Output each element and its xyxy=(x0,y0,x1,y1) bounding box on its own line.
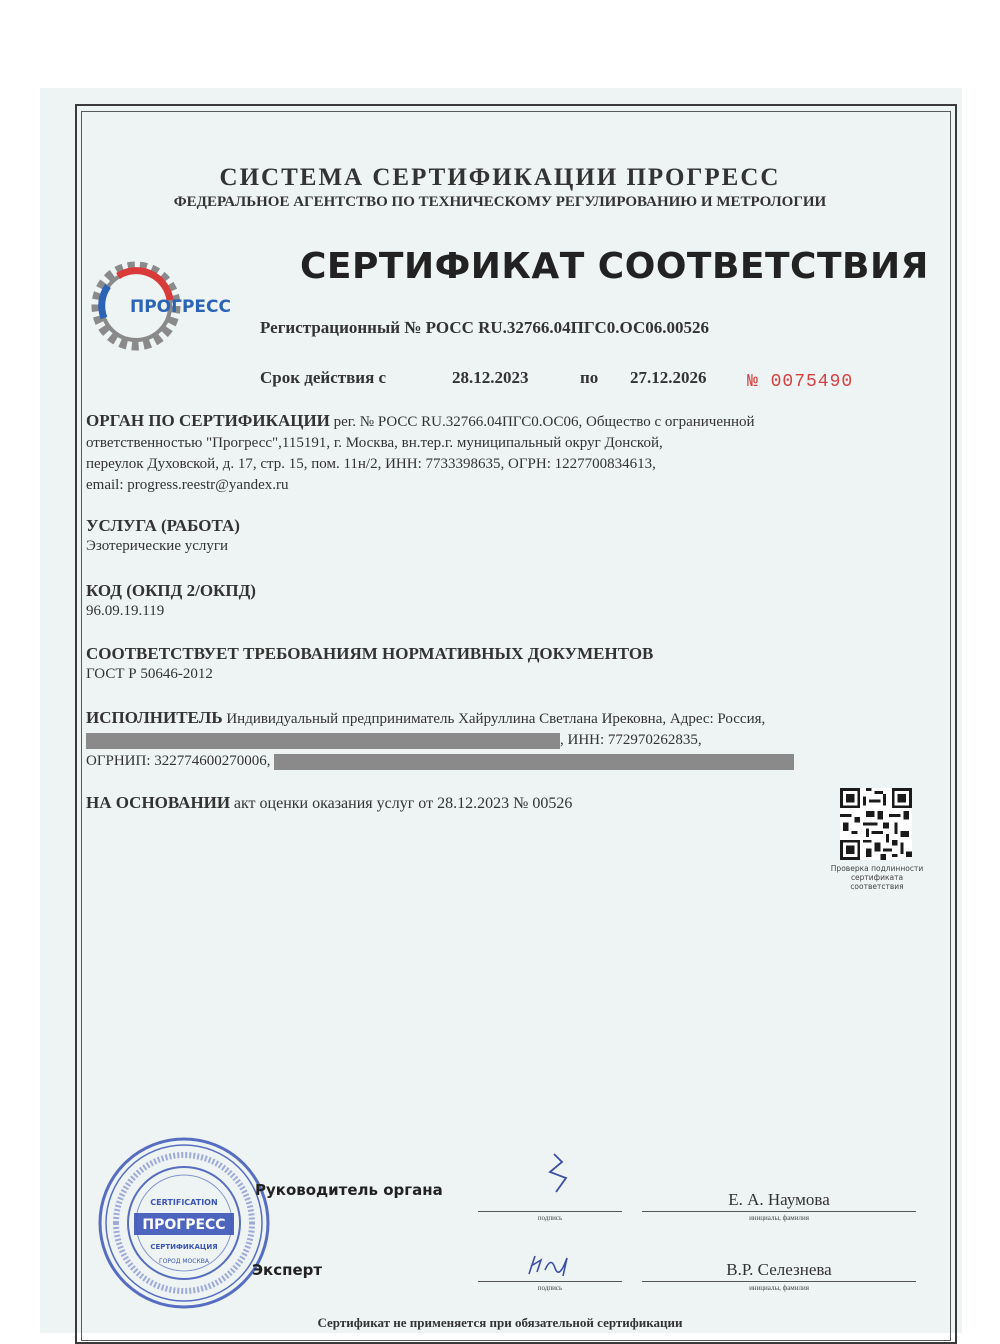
executor-line-1: Индивидуальный предприниматель Хайруллина Светлана Ирековна, Адрес: Россия, xyxy=(226,711,766,727)
redacted-address xyxy=(86,733,560,749)
organ-line-1: рег. № РОСС RU.32766.04ПГС0.ОС06, Общество с ограниченной xyxy=(333,414,755,430)
expert-name-line xyxy=(642,1281,916,1282)
service-section xyxy=(86,515,906,557)
logo-text: ПРОГРЕСС xyxy=(130,297,231,317)
head-name: Е. А. Наумова xyxy=(728,1190,830,1209)
expert-role-label: Эксперт xyxy=(252,1261,323,1279)
organ-line-3: переулок Духовской, д. 17, стр. 15, пом. 11н/2, ИНН: 7733398635, ОГРН: 1227700834613, xyxy=(86,456,656,472)
organ-section xyxy=(86,410,906,496)
validity-from-date: 28.12.2023 xyxy=(452,368,529,387)
basis-section xyxy=(86,792,906,815)
head-signature xyxy=(540,1148,580,1196)
progress-logo xyxy=(88,254,258,360)
conforms-value: ГОСТ Р 50646-2012 xyxy=(86,666,213,682)
executor-section xyxy=(86,707,906,772)
expert-sign-caption: подпись xyxy=(537,1284,563,1292)
head-sign-caption: подпись xyxy=(537,1214,563,1222)
executor-inn: , ИНН: 772970262835, xyxy=(560,732,702,748)
code-value: 96.09.19.119 xyxy=(86,603,165,619)
code-heading: КОД (ОКПД 2/ОКПД) xyxy=(86,581,256,600)
stamp-center-text: ПРОГРЕСС xyxy=(142,1217,226,1233)
validity-to-label: по xyxy=(580,368,599,387)
registration-number: Регистрационный № РОСС RU.32766.04ПГС0.ОС06.00526 xyxy=(260,318,709,337)
stamp-bottom-text: СЕРТИФИКАЦИЯ xyxy=(150,1243,218,1251)
serial-number: № 0075490 xyxy=(747,372,854,392)
system-title: СИСТЕМА СЕРТИФИКАЦИИ ПРОГРЕСС xyxy=(219,164,781,191)
stamp-top-text: CERTIFICATION xyxy=(150,1198,218,1207)
certification-stamp xyxy=(96,1135,272,1311)
expert-signature xyxy=(525,1250,575,1280)
qr-code[interactable] xyxy=(840,788,912,860)
service-value: Эзотерические услуги xyxy=(86,538,229,554)
expert-name-caption: инициалы, фамилия xyxy=(749,1284,809,1292)
head-name-caption: инициалы, фамилия xyxy=(749,1214,809,1222)
executor-ogrnip: ОГРНИП: 322774600270006, xyxy=(86,753,271,769)
redacted-details xyxy=(274,754,794,770)
stamp-city-text: ГОРОД МОСКВА xyxy=(159,1258,209,1265)
executor-heading: ИСПОЛНИТЕЛЬ xyxy=(86,708,223,727)
head-name-line xyxy=(642,1211,916,1212)
conforms-heading: СООТВЕТСТВУЕТ ТРЕБОВАНИЯМ НОРМАТИВНЫХ ДОКУМЕНТОВ xyxy=(86,644,654,663)
expert-signature-line xyxy=(478,1281,622,1282)
certificate-title: СЕРТИФИКАТ СООТВЕТСТВИЯ xyxy=(300,246,929,287)
head-signature-line xyxy=(478,1211,622,1212)
code-section xyxy=(86,580,906,622)
basis-heading: НА ОСНОВАНИИ xyxy=(86,793,231,812)
service-heading: УСЛУГА (РАБОТА) xyxy=(86,516,240,535)
expert-name: В.Р. Селезнева xyxy=(726,1260,832,1279)
agency-name: ФЕДЕРАЛЬНОЕ АГЕНТСТВО ПО ТЕХНИЧЕСКОМУ РЕГУЛИРОВАНИЮ И МЕТРОЛОГИИ xyxy=(173,194,827,210)
organ-heading: ОРГАН ПО СЕРТИФИКАЦИИ xyxy=(86,411,330,430)
conforms-section xyxy=(86,643,906,685)
validity-from-label: Срок действия с xyxy=(260,368,387,387)
basis-value: акт оценки оказания услуг от 28.12.2023 № 00526 xyxy=(233,795,573,812)
organ-line-2: ответственностью "Прогресс",115191, г. Москва, вн.тер.г. муниципальный округ Донской, xyxy=(86,435,663,451)
head-role-label: Руководитель органа xyxy=(255,1181,443,1199)
qr-caption: Проверка подлинности сертификата соответствия xyxy=(830,864,924,891)
organ-email: email: progress.reestr@yandex.ru xyxy=(86,477,289,493)
validity-to-date: 27.12.2026 xyxy=(630,368,707,387)
footer-note: Сертификат не применяется при обязательной сертификации xyxy=(317,1315,683,1330)
